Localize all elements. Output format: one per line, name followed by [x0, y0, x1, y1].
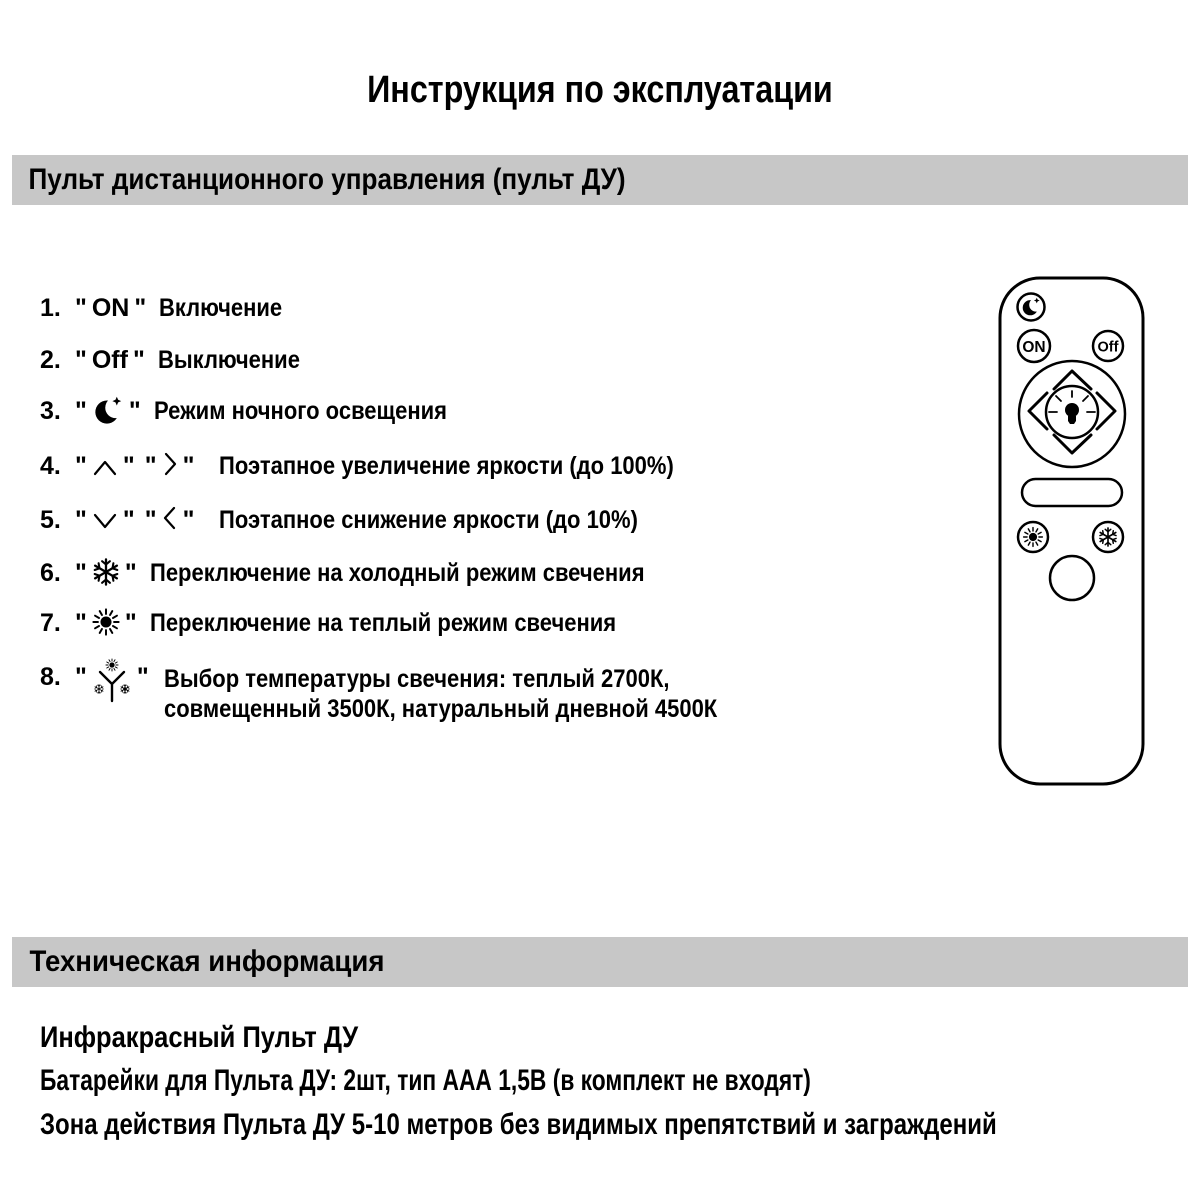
list-item-brightness-up [40, 451, 736, 479]
list-item-off [40, 347, 319, 373]
quote-mark: " [75, 397, 87, 425]
chevron-down-icon [92, 511, 118, 531]
sun-icon [92, 608, 120, 636]
on-label: ON [91, 294, 130, 322]
off-button-label: Off [1097, 339, 1119, 356]
tech-info-line [40, 1022, 414, 1054]
quote-mark: " [182, 506, 195, 534]
quote-mark: " [75, 294, 87, 322]
color-temperature-icon [92, 658, 132, 706]
item-number: 3. [40, 397, 61, 425]
tech-info-text: Зона действия Пульта ДУ 5-10 метров без видимых препятствий и заграждений [40, 1108, 997, 1141]
tech-info-text: Инфракрасный Пульт ДУ [40, 1021, 359, 1054]
quote-mark: " [75, 559, 87, 587]
item-number: 4. [40, 452, 61, 480]
off-label: Off [91, 346, 128, 374]
item-text: Переключение на теплый режим свечения [149, 609, 616, 637]
item-text-line-1: Выбор температуры свечения: теплый 2700К, [163, 665, 670, 693]
quote-mark: " [134, 294, 147, 322]
item-number: 8. [40, 663, 61, 691]
quote-mark: " [144, 506, 157, 534]
item-number: 1. [40, 294, 61, 322]
quote-mark: " [75, 609, 87, 637]
item-number: 6. [40, 559, 61, 587]
quote-mark: " [75, 663, 87, 691]
chevron-right-icon [162, 451, 178, 477]
item-number: 7. [40, 609, 61, 637]
page-title: Инструкция по эксплуатации [367, 69, 833, 111]
chevron-up-icon [92, 457, 118, 477]
section-header-remote-label: Пульт дистанционного управления (пульт ДУ) [28, 163, 626, 196]
item-text: Режим ночного освещения [153, 397, 447, 425]
quote-mark: " [122, 506, 135, 534]
tech-info-line [40, 1109, 1200, 1141]
item-text-lines [164, 664, 793, 724]
quote-mark: " [122, 452, 135, 480]
quote-mark: " [124, 609, 137, 637]
quote-mark: " [132, 346, 145, 374]
quote-mark: " [136, 663, 149, 691]
list-item-brightness-down [40, 505, 696, 533]
on-button-label: ON [1022, 339, 1046, 356]
quote-mark: " [182, 452, 195, 480]
list-item-night-mode [40, 395, 487, 427]
item-number: 2. [40, 346, 61, 374]
list-item-warm-mode [40, 608, 679, 636]
quote-mark: " [128, 397, 141, 425]
chevron-left-icon [162, 505, 178, 531]
quote-mark: " [75, 506, 87, 534]
quote-mark: " [124, 559, 137, 587]
item-text: Выключение [157, 346, 300, 374]
list-item-cold-mode [40, 558, 712, 586]
tech-info-line [40, 1065, 1054, 1097]
section-header-tech [12, 937, 1188, 987]
item-text: Поэтапное увеличение яркости (до 100%) [219, 452, 675, 480]
snowflake-icon [92, 558, 120, 586]
list-item-on [40, 295, 299, 321]
item-text-line-2: совмещенный 3500К, натуральный дневной 4500К [163, 695, 717, 723]
list-item-color-temperature [40, 664, 792, 724]
item-text: Переключение на холодный режим свечения [149, 559, 645, 587]
quote-mark: " [75, 452, 87, 480]
page-title-wrap [0, 70, 1200, 110]
quote-mark: " [144, 452, 157, 480]
section-header-remote [12, 155, 1188, 205]
item-number: 5. [40, 506, 61, 534]
item-text: Включение [159, 294, 283, 322]
remote-control-illustration [998, 276, 1145, 788]
tech-info-text: Батарейки для Пульта ДУ: 2шт, тип ААА 1,5В (в комплект не входят) [40, 1064, 811, 1097]
moon-star-icon [92, 395, 124, 427]
quote-mark: " [75, 346, 87, 374]
item-text: Поэтапное снижение яркости (до 10%) [219, 506, 639, 534]
section-header-tech-label: Техническая информация [29, 945, 385, 978]
